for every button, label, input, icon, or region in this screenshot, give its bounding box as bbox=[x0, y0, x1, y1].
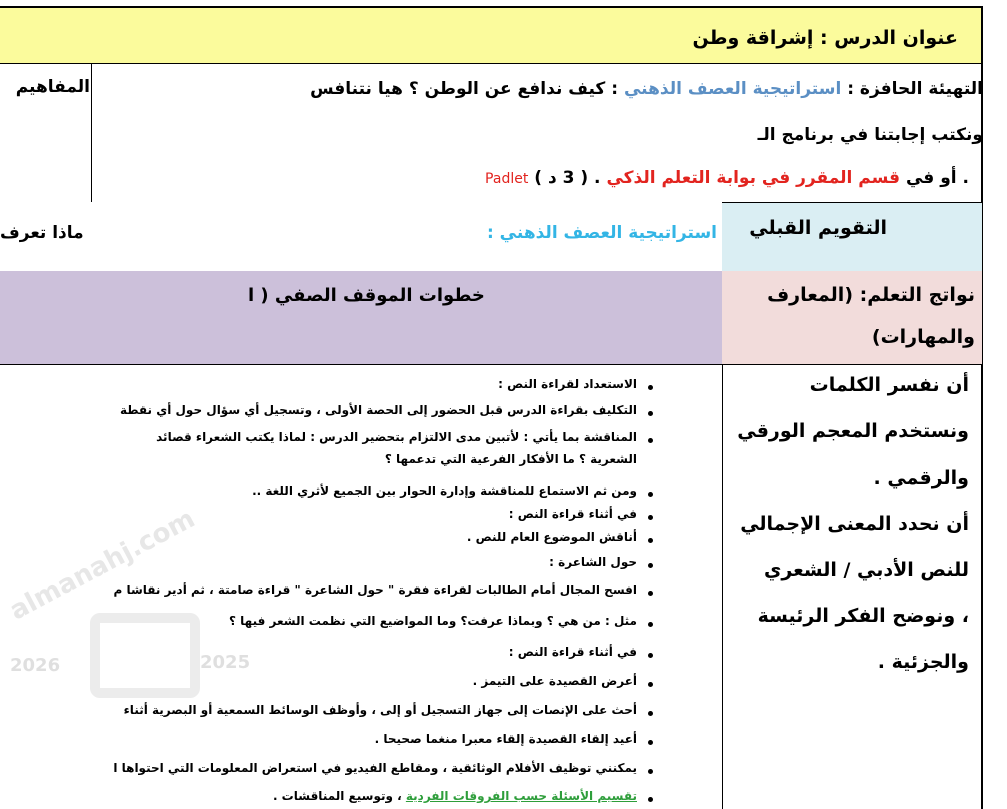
bullet-item: حول الشاعرة : bbox=[549, 555, 637, 569]
lesson-title-row bbox=[0, 7, 982, 63]
pre-assessment-strategy bbox=[487, 223, 717, 243]
bullet-dot bbox=[648, 438, 653, 443]
smart-portal-link[interactable]: قسم المقرر في بوابة التعلم الذكي bbox=[606, 168, 901, 188]
bullet-dot bbox=[648, 797, 653, 802]
watermark-logo bbox=[90, 613, 200, 698]
bullet-dot bbox=[648, 653, 653, 658]
lesson-title: عنوان الدرس : إشراقة وطن bbox=[692, 27, 958, 49]
watermark-year-right: 2025 bbox=[200, 652, 251, 673]
watermark-year-left: 2026 bbox=[10, 655, 61, 676]
bullet-dot bbox=[648, 682, 653, 687]
bullet-item-last-rest: ، وتوسيع المناقشات . bbox=[272, 789, 402, 803]
outcomes-header-line1: نواتج التعلم: (المعارف bbox=[767, 284, 975, 306]
bullet-item: مثل : من هي ؟ وبماذا عرفت؟ وما المواضيع التي نظمت الشعر فيها ؟ bbox=[229, 614, 637, 628]
hook-line-3 bbox=[485, 168, 969, 188]
bullet-dot bbox=[648, 622, 653, 627]
bullet-item: ومن ثم الاستماع للمناقشة وإدارة الحوار بين الجميع لأثري اللغة .. bbox=[252, 484, 637, 498]
outcome-item: أن نفسر الكلمات bbox=[809, 374, 969, 396]
pre-assessment-question: ماذا تعرف bbox=[0, 223, 84, 243]
hook-duration: . ( 3 د ) . bbox=[534, 168, 969, 188]
bullet-item: أناقش الموضوع العام للنص . bbox=[466, 530, 637, 544]
hook-line-2: ونكتب إجابتنا في برنامج الـ bbox=[757, 125, 983, 145]
bullet-dot bbox=[648, 385, 653, 390]
outcome-item: ونستخدم المعجم الورقي bbox=[737, 420, 969, 442]
hook-line-1 bbox=[310, 79, 983, 99]
pre-assessment-label: التقويم القبلي bbox=[749, 217, 887, 239]
bullet-dot bbox=[648, 711, 653, 716]
bullet-dot bbox=[648, 411, 653, 416]
bullet-item: في أثناء قراءة النص : bbox=[508, 645, 637, 659]
outcome-item: والرقمي . bbox=[873, 467, 969, 489]
outcome-item: والجزئية . bbox=[877, 651, 969, 673]
outcome-item: أن نحدد المعنى الإجمالي bbox=[740, 513, 969, 535]
bullet-dot bbox=[648, 740, 653, 745]
pre-strategy-name: استراتيجية العصف الذهني : bbox=[486, 223, 717, 243]
bullet-dot bbox=[648, 769, 653, 774]
watermark-site: almanahj.com bbox=[5, 503, 200, 627]
hook-label: التهيئة الحافزة : bbox=[847, 79, 983, 99]
bullet-item-continued: الشعرية ؟ ما الأفكار الفرعية التي تدعمها ؟ bbox=[384, 452, 637, 466]
bullet-item: أعيد إلقاء القصيدة إلقاء معبرا منغما صحيحا . bbox=[374, 732, 637, 746]
differentiation-link[interactable]: تقسيم الأسئلة حسب الفروقات الفردية bbox=[405, 789, 637, 803]
bullet-item: المناقشة بما يأتي : لأتبين مدى الالتزام بتحضير الدرس : لماذا يكتب الشعراء قصائد bbox=[156, 430, 637, 444]
bullet-item: في أثناء قراءة النص : bbox=[508, 507, 637, 521]
bullet-item-last bbox=[273, 789, 637, 803]
title-bottom-border bbox=[0, 63, 983, 64]
top-border bbox=[0, 6, 983, 8]
steps-title: خطوات الموقف الصفي ( ا bbox=[248, 285, 485, 306]
bullet-item: افسح المجال أمام الطالبات لقراءة فقرة " حول الشاعرة " قراءة صامتة ، ثم أدير نقاشا م bbox=[113, 583, 637, 597]
hook-or: أو في bbox=[905, 168, 957, 188]
padlet-link[interactable]: Padlet bbox=[485, 171, 529, 187]
outcome-item: ، ونوضح الفكر الرئيسة bbox=[757, 605, 969, 627]
concepts-label: المفاهيم bbox=[15, 77, 90, 97]
hook-strategy: استراتيجية العصف الذهني bbox=[623, 79, 842, 99]
bullet-item: يمكنني توظيف الأفلام الوثائقية ، ومقاطع الفيديو في استعراض المعلومات التي احتواها ا bbox=[113, 761, 637, 775]
steps-bottom-border bbox=[0, 364, 982, 365]
bullet-item: أحث على الإنصات إلى جهاز التسجيل أو إلى ، وأوظف الوسائط السمعية أو البصرية أثناء bbox=[123, 703, 637, 717]
bullet-item: أعرض القصيدة على التيمز . bbox=[472, 674, 637, 688]
pre-assessment-cell bbox=[722, 203, 982, 271]
outcome-item: للنص الأدبي / الشعري bbox=[763, 559, 969, 581]
bullet-item: الاستعداد لقراءة النص : bbox=[498, 377, 637, 391]
bullet-dot bbox=[648, 492, 653, 497]
hook-question: : كيف ندافع عن الوطن ؟ هيا نتنافس bbox=[310, 79, 619, 99]
concepts-divider bbox=[91, 64, 92, 202]
bullet-dot bbox=[648, 591, 653, 596]
bullet-dot bbox=[648, 563, 653, 568]
outcomes-header-line2: والمهارات) bbox=[871, 326, 975, 348]
bullet-item: التكليف بقراءة الدرس قبل الحضور إلى الحصة الأولى ، وتسجيل أي سؤال حول أي نقطة bbox=[119, 403, 637, 417]
bullet-dot bbox=[648, 515, 653, 520]
bullet-dot bbox=[648, 538, 653, 543]
